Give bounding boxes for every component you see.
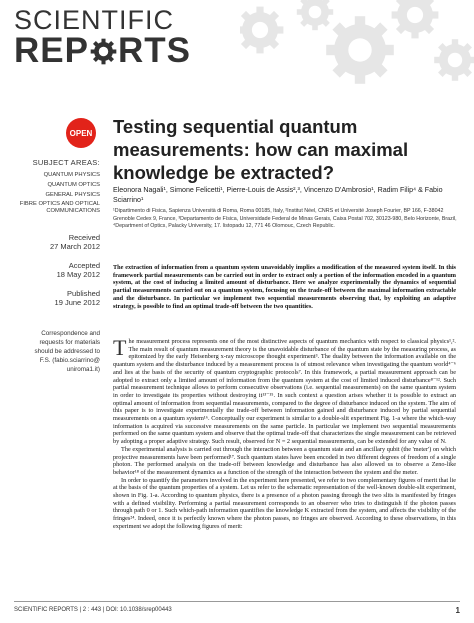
- article-body: [113, 335, 456, 531]
- body-paragraph: [113, 335, 456, 446]
- subject-area-link[interactable]: GENERAL PHYSICS: [45, 192, 100, 198]
- drop-cap: T: [113, 335, 127, 360]
- journal-name-line2: [14, 31, 214, 70]
- body-paragraph: In order to quantify the parameters involved in the experiment here presented, we refer to two complementary figures of merit that lie at the basis of the quantum properties of a system. Let us refer to the schematic representation of the well-known double-slit experiment, shown in Fig. 1-a. According to quantum physics, there is a presence of a photon passing through the two slits is manifested by fringes with a defined visibility. Performing a partial measurement corresponds to an observer who tries to distinguish if the photon passes through path 0 or 1. Such which-path information quantifies the knowledge K extracted from the system, and affects the visibility of the fringes²⁴. Indeed, once it is perfectly known where the photon passes, no fringes are observed. According to these observations, in this experiment we adopt the following figures of merit:: [113, 476, 456, 530]
- journal-name-line1: SCIENTIFIC: [14, 5, 175, 35]
- accepted-label: Accepted: [68, 261, 100, 270]
- footer-citation: SCIENTIFIC REPORTS | 2 : 443 | DOI: 10.1038/srep00443: [14, 607, 172, 613]
- open-access-badge: OPEN: [66, 118, 96, 148]
- author-list: Eleonora Nagali¹, Simone Felicetti¹, Pierre-Louis de Assis²,³, Vincenzo D'Ambrosio¹, Radim Filip⁴ & Fabio Sciarrino¹: [113, 186, 443, 204]
- body-paragraph: The experimental analysis is carried out through the interaction between a quantum state and an ancillary qubit (the 'meter') on which projective measurements have been performed¹⁷. Such quantum states have been encoded in two different degrees of freedom of a single photon. The performed analysis on the trade-off between knowledge and disturbance has also allowed us to observe a Zeno-like behavior¹⁸ of the measurement dynamics as a function of the strength of the interaction between the system and the meter.: [113, 445, 456, 476]
- footer-divider: [14, 601, 460, 602]
- subject-area-link[interactable]: QUANTUM OPTICS: [47, 182, 100, 188]
- page-footer: [14, 604, 460, 616]
- subject-areas-heading: SUBJECT AREAS:: [32, 158, 100, 167]
- body-paragraph-text: he measurement process represents one of the most distinctive aspects of quantum mechanics with respect to classical physics¹,². The main result of quantum measurement theory is the unavoidable disturbance of the quantum state by the measuring process, as epitomized by the early Heisenberg x-ray microscope thought experiment³. The duality between the information available on the quantum system and the disturbance induced by a measurement process is of utmost relevance when investigating the quantum world⁴⁻⁶ and lies at the basis of the security of quantum cryptographic protocols⁷. In this framework, a partial measurement approach can be adopted to extract only a limited amount of information from the quantum system at the cost of limited induced disturbance⁸⁻¹². Such partial measurement technique allows to perform consecutive observations (i.e. sequential measurements) on the same quantum system in order to investigate its properties without destroying it¹³⁻¹⁵. In such context a question arises whether it is possible to extract an optimal amount of information from sequential measurements, compared to the degree of disturbance induced on the system. The aim of this paper is to investigate experimentally the trade-off between information gained and disturbance induced by partial sequential measurements on a quantum system¹⁶. Conceptually our experiment is similar to a double-slit experiment Fig. 1-a where the which-way information is acquired via successive measurements on the same particle. In particular we implement two sequential measurements performed on the same quantum system and observe that the optimal trade-off that characterizes the single measurement can be retrieved by adopting a proper adaptive strategy. Such result, observed for N = 2 sequential measurements, can be extended for any value of N.: [113, 338, 456, 446]
- received-date: 27 March 2012: [49, 242, 100, 251]
- journal-name-part2: RTS: [117, 31, 191, 70]
- gear-o-icon: [90, 38, 117, 65]
- published-label: Published: [67, 289, 100, 298]
- article-title: Testing sequential quantum measurements: how can maximal knowledge be extracted?: [113, 116, 409, 183]
- published-date: 19 June 2012: [54, 298, 100, 307]
- decorative-gears-icon: [240, 0, 474, 90]
- subject-area-link[interactable]: FIBRE OPTICS AND OPTICAL COMMUNICATIONS: [19, 201, 100, 214]
- subject-area-link[interactable]: QUANTUM PHYSICS: [43, 172, 100, 178]
- abstract: The extraction of information from a quantum system unavoidably implies a modification of the measured system itself. In this framework partial measurements can be carried out in order to extract only a portion of the information encoded in a quantum system, at the cost of inducing a limited amount of disturbance. Here we analyze experimentally the dynamics of sequential partial measurements carried out on a quantum system, focusing on the trade-off between the maximal information extractable and the disturbance. In particular we implement two sequential measurements observing that, by exploiting an adaptive strategy, is possible to find an optimal trade-off between the two quantities.: [113, 264, 456, 310]
- affiliations: ¹Dipartimento di Fisica, Sapienza Università di Roma, Roma 00185, Italy, ²Institut Néel, CNRS et Université Joseph Fourier, BP 166, F-38042 Grenoble Cedex 9, France, ³Departamento de Física, Universidade Federal de Minas Gerais, Caixa Postal 702, 30123-980, Belo Horizonte, Brazil, ⁴Department of Optics, Palacky University, 17. listopadu 12, 771 46 Olomouc, Czech Republic.: [113, 208, 457, 229]
- article-sidebar: [0, 158, 100, 374]
- page-number: 1: [455, 605, 460, 615]
- received-label: Received: [68, 233, 100, 242]
- correspondence-note: Correspondence and requests for materials should be addressed to F.S. (fabio.sciarrino@ uniroma1.it): [34, 330, 100, 373]
- journal-name-part1: REP: [14, 31, 89, 70]
- accepted-date: 18 May 2012: [56, 270, 100, 279]
- journal-logo: [14, 6, 214, 68]
